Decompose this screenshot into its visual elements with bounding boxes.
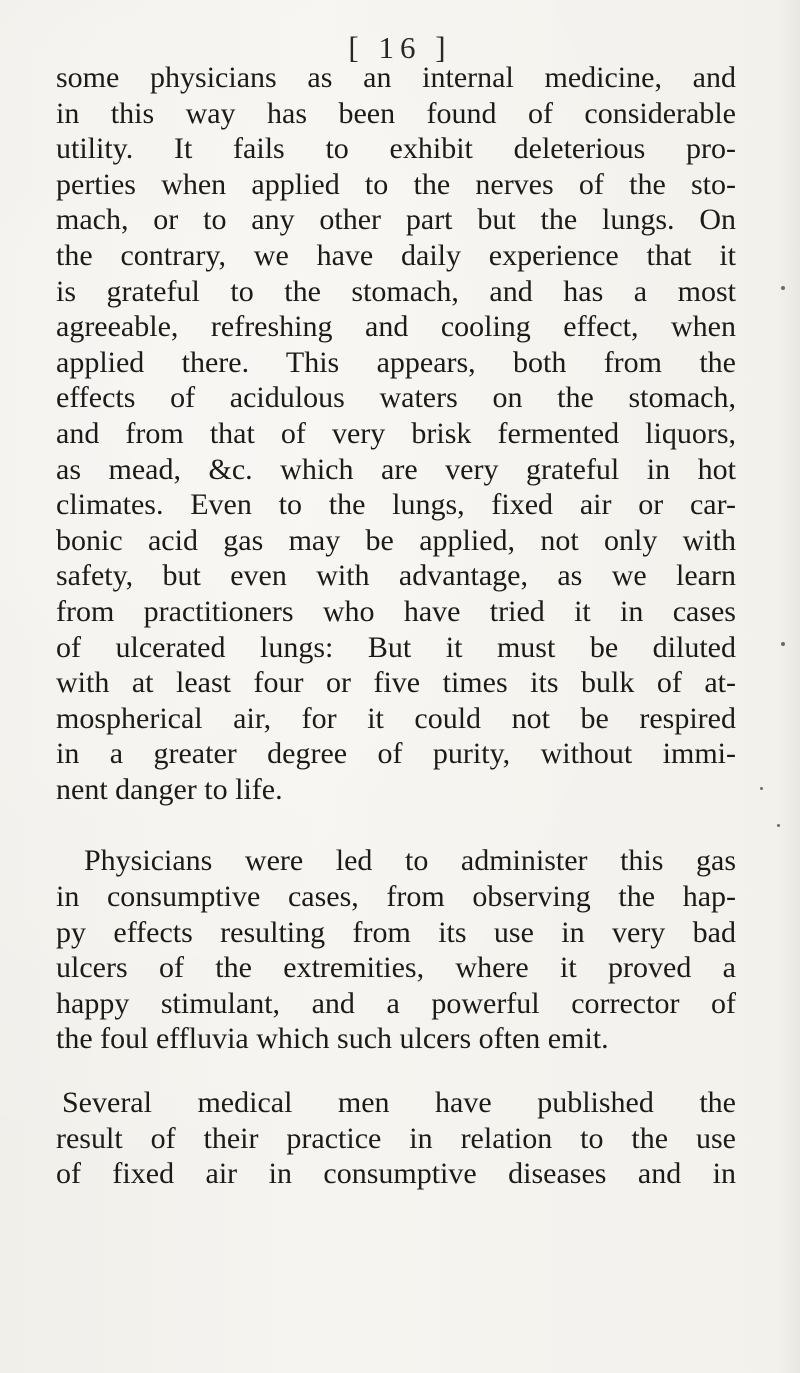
- text-line: in consumptive cases, from observing the hap-: [56, 880, 736, 914]
- text-line: ulcers of the extremities, where it proved a: [56, 951, 736, 985]
- text-line: agreeable, refreshing and cooling effect, when: [56, 310, 736, 344]
- text-line: is grateful to the stomach, and has a most: [56, 274, 736, 308]
- text-line: the contrary, we have daily experience that it: [56, 238, 736, 272]
- page-number: [ 16 ]: [348, 30, 452, 65]
- text-line: of ulcerated lungs: But it must be diluted: [56, 630, 736, 664]
- ink-speck: [760, 787, 763, 790]
- paragraph-gap: [56, 807, 736, 843]
- text-line: safety, but even with advantage, as we learn: [56, 559, 736, 593]
- text-line: bonic acid gas may be applied, not only with: [56, 523, 736, 557]
- text-line: in this way has been found of considerable: [56, 96, 736, 130]
- text-line: applied there. This appears, both from the: [56, 345, 736, 379]
- text-line: mach, or to any other part but the lungs. On: [56, 203, 736, 237]
- text-line: climates. Even to the lungs, fixed air or car-: [56, 488, 736, 522]
- body-text: [56, 60, 736, 1192]
- text-line: result of their practice in relation to the use: [56, 1121, 736, 1155]
- text-line: with at least four or five times its bulk of at-: [56, 666, 736, 700]
- text-line: from practitioners who have tried it in cases: [56, 594, 736, 628]
- text-line: as mead, &c. which are very grateful in hot: [56, 452, 736, 486]
- paragraph-gap: [56, 1057, 736, 1085]
- text-line: py effects resulting from its use in very bad: [56, 915, 736, 949]
- text-line: utility. It fails to exhibit deleterious pro-: [56, 132, 736, 166]
- text-line: and from that of very brisk fermented liquors,: [56, 416, 736, 450]
- text-line: nent danger to life.: [56, 772, 283, 806]
- text-line: Physicians were led to administer this gas: [84, 844, 736, 878]
- text-line: Several medical men have published the: [62, 1086, 736, 1120]
- text-line: effects of acidulous waters on the stomach,: [56, 381, 736, 415]
- page-edge-shadow: [776, 0, 800, 1373]
- paragraph-1: [56, 60, 736, 807]
- text-line: of fixed air in consumptive diseases and in: [56, 1157, 736, 1191]
- text-line: the foul effluvia which such ulcers often emit.: [56, 1022, 609, 1056]
- paragraph-3: [56, 1085, 736, 1192]
- text-line: perties when applied to the nerves of the sto-: [56, 167, 736, 201]
- text-line: some physicians as an internal medicine, and: [56, 61, 736, 94]
- paragraph-2: [56, 843, 736, 1057]
- text-line: in a greater degree of purity, without immi-: [56, 737, 736, 771]
- text-line: mospherical air, for it could not be respired: [56, 701, 736, 735]
- text-line: happy stimulant, and a powerful corrector of: [56, 986, 736, 1020]
